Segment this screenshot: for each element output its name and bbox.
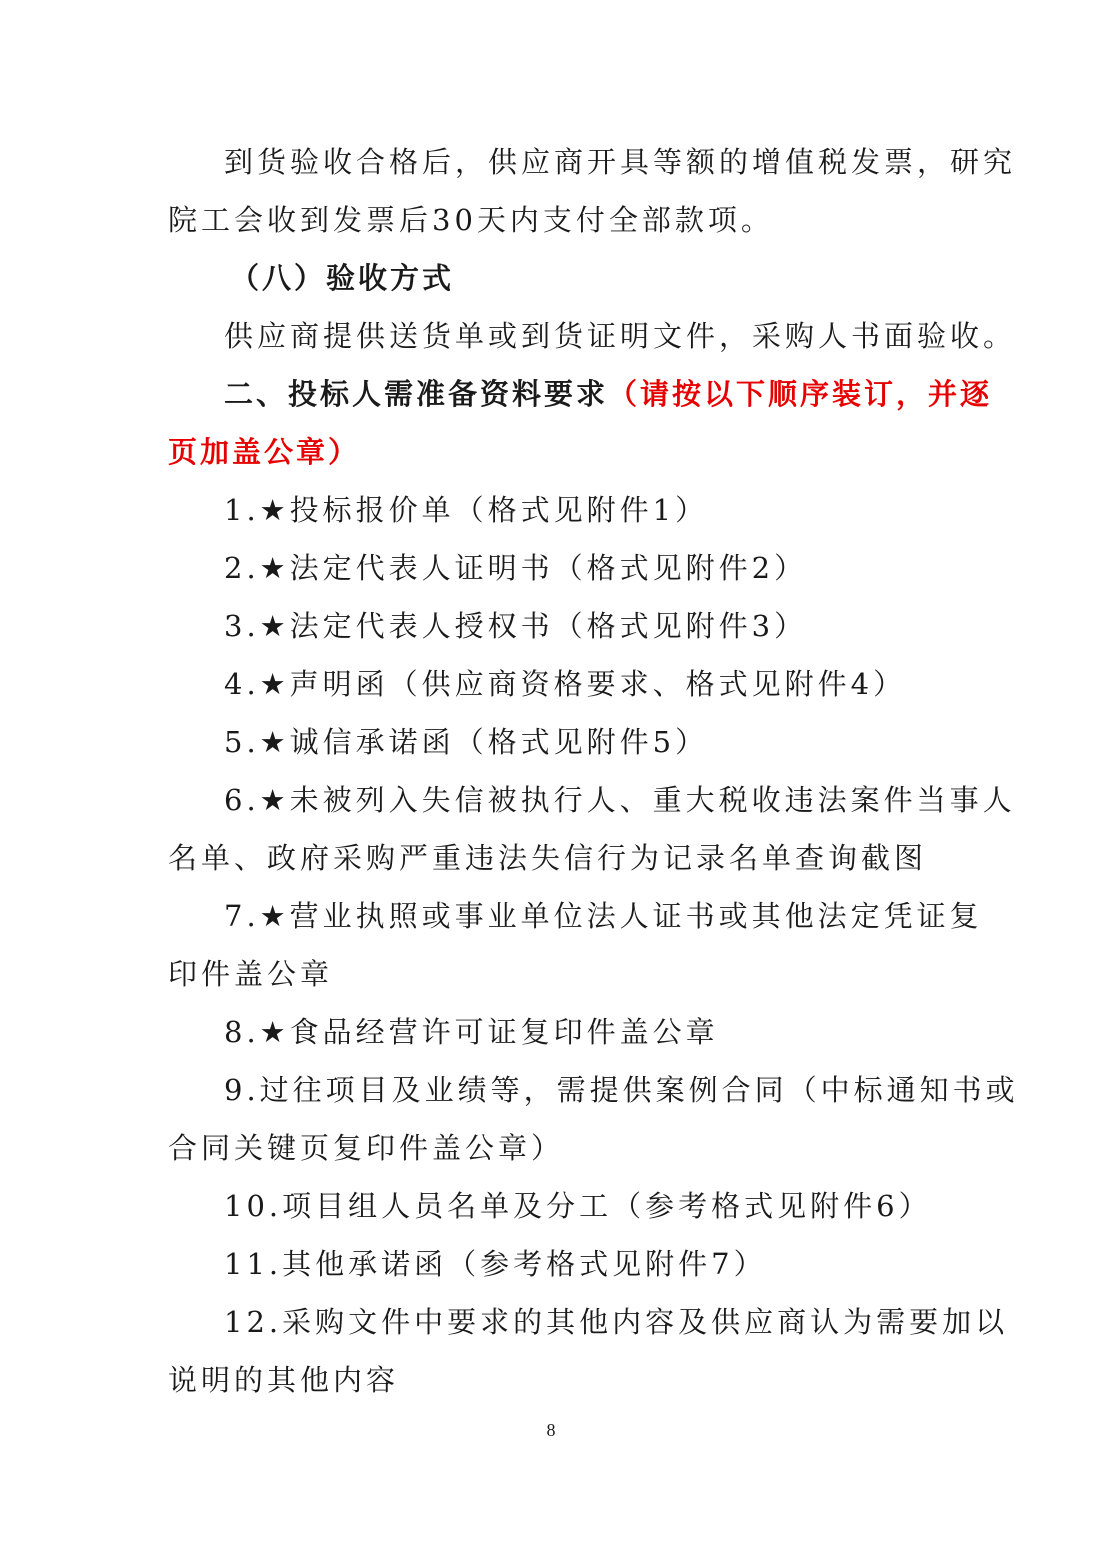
star-icon: ★ [259, 667, 290, 701]
star-icon: ★ [259, 493, 290, 527]
list-item-6-continuation: 名单、政府采购严重违法失信行为记录名单查询截图 [168, 841, 928, 875]
item-text: 法定代表人证明书（格式见附件2） [289, 551, 808, 585]
page-number: 8 [546, 1420, 556, 1440]
star-icon: ★ [259, 725, 290, 759]
item-number: 11. [224, 1247, 283, 1281]
item-number: 5. [224, 725, 260, 759]
list-item-7 [224, 896, 994, 936]
list-item-1 [224, 490, 994, 530]
star-icon: ★ [259, 609, 290, 643]
item-number: 8. [224, 1015, 260, 1049]
item-text: 营业执照或事业单位法人证书或其他法定凭证复 [289, 899, 983, 933]
item-number: 4. [224, 667, 260, 701]
list-item-9 [224, 1070, 1019, 1110]
item-number: 1. [224, 493, 260, 527]
item-text: 法定代表人授权书（格式见附件3） [289, 609, 808, 643]
item-number: 6. [224, 783, 260, 817]
item-text: 未被列入失信被执行人、重大税收违法案件当事人 [289, 783, 1016, 817]
list-item-6 [224, 780, 1016, 820]
list-item-12-continuation: 说明的其他内容 [168, 1363, 400, 1397]
item-number: 3. [224, 609, 260, 643]
payment-paragraph-line1: 到货验收合格后，供应商开具等额的增值税发票，研究 [224, 145, 1017, 179]
item-text: 声明函（供应商资格要求、格式见附件4） [289, 667, 907, 701]
list-item-11 [224, 1244, 994, 1284]
star-icon: ★ [259, 551, 290, 585]
payment-paragraph-line2: 院工会收到发票后30天内支付全部款项。 [168, 203, 774, 237]
section2-heading-line1 [224, 374, 994, 414]
star-icon: ★ [259, 783, 290, 817]
item-text: 食品经营许可证复印件盖公章 [289, 1015, 719, 1049]
section2-note: （请按以下顺序装订，并逐 [608, 377, 993, 411]
list-item-9-continuation: 合同关键页复印件盖公章） [168, 1131, 565, 1165]
star-icon: ★ [259, 1015, 290, 1049]
item-text: 诚信承诺函（格式见附件5） [289, 725, 709, 759]
item-text: 投标报价单（格式见附件1） [289, 493, 709, 527]
item-text: 采购文件中要求的其他内容及供应商认为需要加以 [282, 1305, 1009, 1339]
list-item-12 [224, 1302, 1009, 1342]
item-text: 其他承诺函（参考格式见附件7） [282, 1247, 767, 1281]
acceptance-paragraph: 供应商提供送货单或到货证明文件，采购人书面验收。 [224, 319, 1017, 353]
list-item-3 [224, 606, 994, 646]
item-text: 项目组人员名单及分工（参考格式见附件6） [282, 1189, 932, 1223]
list-item-5 [224, 722, 994, 762]
item-number: 12. [224, 1305, 283, 1339]
item-number: 2. [224, 551, 260, 585]
item-text: 过往项目及业绩等，需提供案例合同（中标通知书或 [259, 1073, 1019, 1107]
section2-heading: 二、投标人需准备资料要求 [224, 377, 609, 411]
section2-note-line2: 页加盖公章） [168, 435, 361, 469]
item-number: 7. [224, 899, 260, 933]
list-item-8 [224, 1012, 994, 1052]
list-item-2 [224, 548, 994, 588]
list-item-4 [224, 664, 994, 704]
list-item-10 [224, 1186, 994, 1226]
star-icon: ★ [259, 899, 290, 933]
item-number: 10. [224, 1189, 283, 1223]
list-item-7-continuation: 印件盖公章 [168, 957, 334, 991]
acceptance-heading: （八）验收方式 [230, 261, 455, 295]
item-number: 9. [224, 1073, 260, 1107]
